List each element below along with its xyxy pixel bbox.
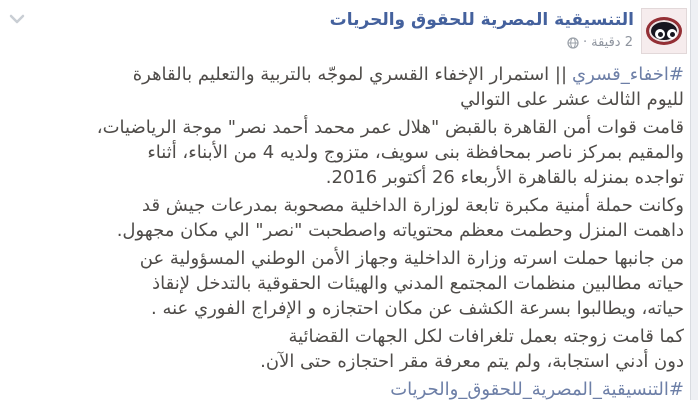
- post-meta: [567, 35, 633, 50]
- post-text-line: [0, 377, 684, 400]
- post-text-line: [0, 62, 684, 87]
- post-text-line: دون أدني استجابة، ولم يتم معرفة مقر احتجازه حتى الآن.: [260, 351, 684, 372]
- logo-eye-left: [655, 29, 665, 39]
- post-text: || استمرار الإخفاء القسري لموجّه بالتربية والتعليم بالقاهرة: [132, 64, 568, 85]
- post-text-line: وكانت حملة أمنية مكبرة تابعة لوزارة الداخلية مصحوبة بمدرعات جيش قد: [142, 195, 684, 216]
- page-background-strip: [690, 0, 700, 400]
- post-text-line: حياته، ويطالبوا بسرعة الكشف عن مكان احتجازه و الإفراج الفوري عنه .: [151, 298, 684, 319]
- post-body: [0, 62, 690, 400]
- post-paragraph: [0, 115, 684, 190]
- page-avatar[interactable]: [641, 8, 687, 54]
- post-text-line: كما قامت زوجته بعمل تلغرافات لكل الجهات القضائية: [288, 326, 684, 347]
- globe-icon: [567, 37, 579, 49]
- post-text-line: حياته مطالبين منظمات المجتمع المدني والهيئات الحقوقية بالتدخل لإنقاذ: [152, 273, 684, 294]
- page-name-link[interactable]: التنسيقية المصرية للحقوق والحريات: [329, 10, 634, 30]
- post-text-line: داهمت المنزل وحطمت معظم محتوياته واصطحبت "نصر" الي مكان مجهول.: [116, 220, 684, 241]
- meta-separator: ·: [582, 35, 588, 50]
- post-paragraph: [0, 62, 684, 112]
- chevron-down-icon[interactable]: [8, 11, 26, 25]
- timestamp[interactable]: 2 دقيقة: [591, 35, 633, 50]
- post-paragraph: [0, 193, 684, 243]
- hashtag-link[interactable]: #اخفاء_قسري: [572, 64, 684, 85]
- post-text-line: والمقيم بمركز ناصر بمحافظة بنى سويف، متزوج ولديه 4 من الأبناء، أثناء: [147, 142, 684, 163]
- post-text-line: لليوم الثالث عشر على التوالي: [460, 89, 684, 110]
- logo-eye-right: [667, 29, 677, 39]
- post-text-line: قامت قوات أمن القاهرة بالقبض "هلال عمر محمد أحمد نصر" موجة الرياضيات،: [96, 117, 684, 138]
- page-logo-emblem: [646, 17, 682, 45]
- post-text-line: تواجده بمنزله بالقاهرة الأربعاء 26 أكتوبر 2016.: [325, 167, 684, 188]
- post-paragraph: [0, 324, 684, 374]
- post-paragraph: [0, 246, 684, 321]
- post-text-line: من جانبها حملت اسرته وزارة الداخلية وجهاز الأمن الوطني المسؤولية عن: [139, 248, 684, 269]
- post-paragraph: [0, 377, 684, 400]
- hashtag-link[interactable]: #التنسيقية_المصرية_للحقوق_والحريات: [390, 379, 684, 400]
